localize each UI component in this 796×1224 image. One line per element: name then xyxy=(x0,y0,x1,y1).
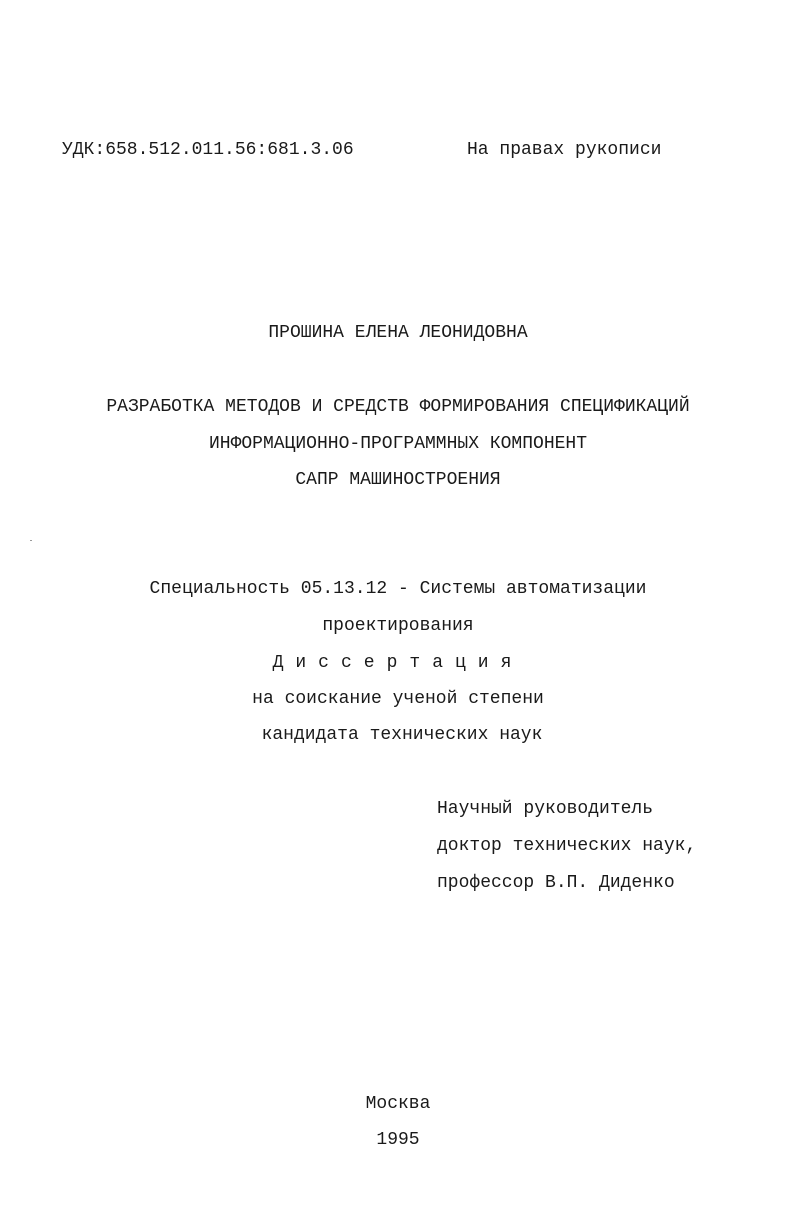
document-type: Диссертация xyxy=(272,653,524,673)
specialty-line-1: Специальность 05.13.12 - Системы автоматизации xyxy=(149,579,647,599)
scan-speck xyxy=(30,540,32,541)
degree-line-1: на соискание ученой степени xyxy=(252,689,544,709)
supervisor-role: Научный руководитель xyxy=(437,799,654,819)
year: 1995 xyxy=(376,1130,420,1150)
thesis-title-line-3: САПР МАШИНОСТРОЕНИЯ xyxy=(295,470,501,490)
thesis-title-line-2: ИНФОРМАЦИОННО-ПРОГРАММНЫХ КОМПОНЕНТ xyxy=(208,434,588,454)
degree-line-2: кандидата технических наук xyxy=(261,725,543,745)
author-name: ПРОШИНА ЕЛЕНА ЛЕОНИДОВНА xyxy=(268,323,528,343)
city: Москва xyxy=(365,1094,431,1114)
udc-code: УДК:658.512.011.56:681.3.06 xyxy=(62,140,354,160)
manuscript-rights-note: На правах рукописи xyxy=(467,140,662,160)
specialty-line-2: проектирования xyxy=(322,616,474,636)
supervisor-name: профессор В.П. Диденко xyxy=(437,873,675,893)
supervisor-degree: доктор технических наук, xyxy=(437,836,697,856)
thesis-title-line-1: РАЗРАБОТКА МЕТОДОВ И СРЕДСТВ ФОРМИРОВАНИЯ СПЕЦИФИКАЦИЙ xyxy=(106,397,690,417)
